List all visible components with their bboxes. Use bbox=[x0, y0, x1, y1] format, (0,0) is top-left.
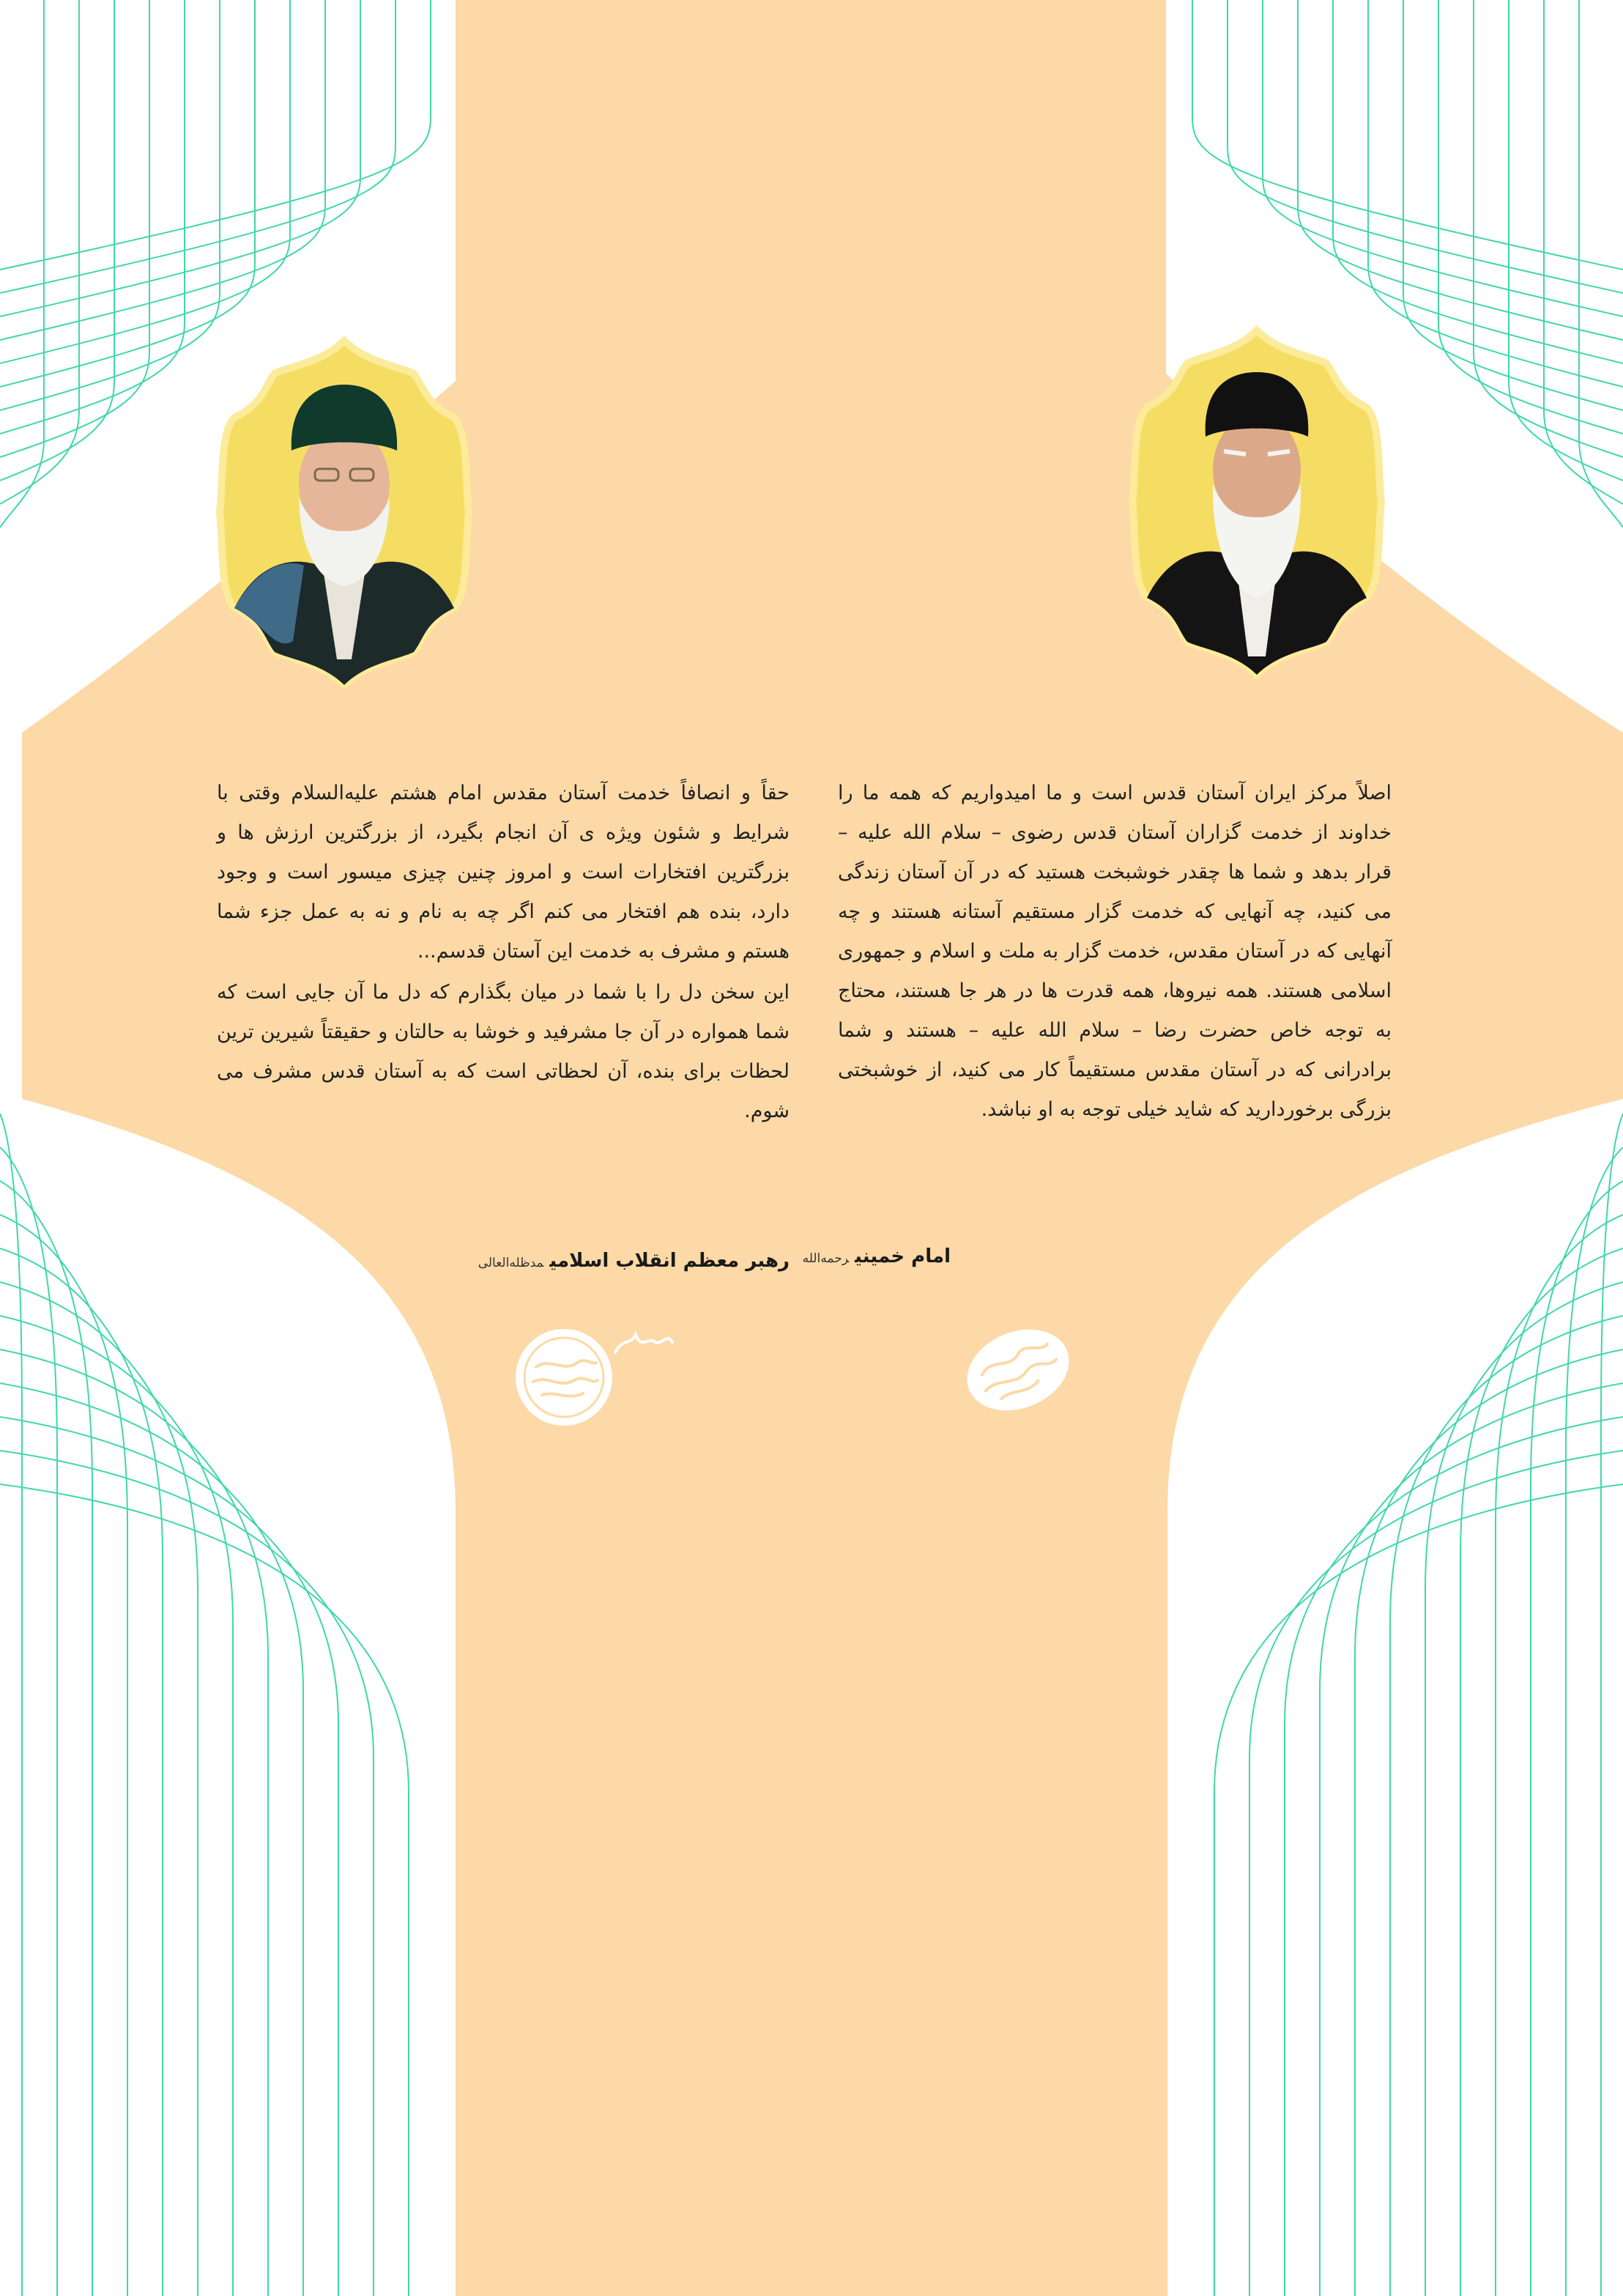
honorific: رحمه‌الله bbox=[802, 1251, 850, 1266]
quote-paragraph: این سخن دل را با شما در میان بگذارم که دل ما آن جایی است که شما همواره در آن جا مشرفید و خوشا به حالتان و حقیقتاً شیرین ترین لحظات برای بنده، آن لحظاتی است که به آستان قدس مشرف می شوم. bbox=[217, 981, 790, 1122]
left-lower-line-pattern bbox=[0, 1114, 409, 2296]
decor-line bbox=[1298, 0, 1623, 340]
attribution-name: امام خمینی bbox=[855, 1245, 951, 1267]
stamp-khamenei bbox=[516, 1329, 612, 1426]
decor-line bbox=[1438, 0, 1623, 434]
decor-line bbox=[1566, 1147, 1623, 2296]
decor-line bbox=[1263, 0, 1623, 316]
decor-line bbox=[0, 0, 360, 316]
decor-line bbox=[1403, 0, 1623, 410]
decor-line bbox=[1509, 0, 1623, 481]
decor-line bbox=[0, 1248, 163, 2296]
decor-line bbox=[1285, 1417, 1623, 2296]
decor-line bbox=[1320, 1383, 1623, 2296]
decor-line bbox=[0, 1451, 374, 2296]
decor-line bbox=[1228, 0, 1623, 293]
decor-line bbox=[0, 1383, 303, 2296]
attribution-name: رهبر معظم انقلاب اسلامی bbox=[549, 1250, 790, 1272]
decor-line bbox=[0, 1417, 338, 2296]
quote-paragraph: حقاً و انصافاً خدمت آستان مقدس امام هشتم علیه‌السلام وقتی با شرایط و شئون ویژه ی آن انجام بگیرد، از بزرگترین ارزش ها و بزرگترین افتخارات است و امروز چنین چیزی میسور است و وجود دارد، بنده هم افتخار می کنم اگر چه به نام و نه به عمل جزء شما هستم و مشرف به خدمت این آستان قدسم... bbox=[217, 782, 790, 963]
quote-khamenei bbox=[217, 774, 790, 1131]
decor-line bbox=[0, 0, 255, 387]
decor-line bbox=[0, 1147, 57, 2296]
decor-line bbox=[0, 1114, 22, 2296]
decor-line bbox=[1544, 0, 1623, 504]
decor-line bbox=[0, 0, 431, 270]
attribution-khamenei bbox=[478, 1250, 790, 1272]
decor-line bbox=[0, 1349, 268, 2296]
decor-line bbox=[1355, 1349, 1623, 2296]
decor-line bbox=[0, 0, 79, 504]
decor-line bbox=[0, 1215, 127, 2296]
cream-arch-panel bbox=[22, 0, 1623, 2296]
decor-line bbox=[0, 0, 325, 340]
decor-line bbox=[0, 1181, 92, 2296]
honorific: مدظله‌العالی bbox=[478, 1256, 544, 1270]
decor-line bbox=[0, 0, 114, 481]
decor-line bbox=[0, 1484, 409, 2296]
decor-line bbox=[1249, 1451, 1623, 2296]
decor-line bbox=[1460, 1248, 1623, 2296]
decor-line bbox=[0, 1282, 198, 2296]
decor-line bbox=[1496, 1215, 1623, 2296]
quote-paragraph: اصلاً مرکز ایران آستان قدس است و ما امیدواریم که همه ما را خداوند از خدمت گزاران آستان قدس رضوی – سلام الله علیه – قرار بدهد و شما ها چقدر خوشبخت هستید که در آن آستان زندگی می کنید، چه آنهایی که خدمت گزار مستقیم آستانه هستند و چه آنهایی که در آستان مقدس، خدمت گزار به ملت و اسلام و جمهوری اسلامی هستند. همه نیروها، همه قدرت ها در هر جا هستند، محتاج به توجه خاص حضرت رضا – سلام الله علیه – هستند و شما برادرانی که در آستان مقدس مستقیماً کار می کنید، از خوشبختی بزرگی برخوردارید که شاید خیلی توجه به او نباشد. bbox=[838, 782, 1392, 1121]
decor-line bbox=[1579, 0, 1623, 527]
decor-line bbox=[1192, 0, 1623, 270]
attribution-khomeini bbox=[803, 1245, 951, 1267]
decor-line bbox=[0, 0, 185, 434]
decor-line bbox=[0, 0, 395, 293]
decor-line bbox=[0, 0, 44, 527]
right-lower-line-pattern bbox=[1214, 1114, 1623, 2296]
decor-line bbox=[0, 0, 220, 410]
decor-line bbox=[1214, 1484, 1623, 2296]
decor-line bbox=[1368, 0, 1623, 387]
quote-khomeini bbox=[838, 774, 1392, 1130]
decor-line bbox=[1531, 1181, 1623, 2296]
decor-line bbox=[1425, 1282, 1623, 2296]
decor-line bbox=[1601, 1114, 1623, 2296]
